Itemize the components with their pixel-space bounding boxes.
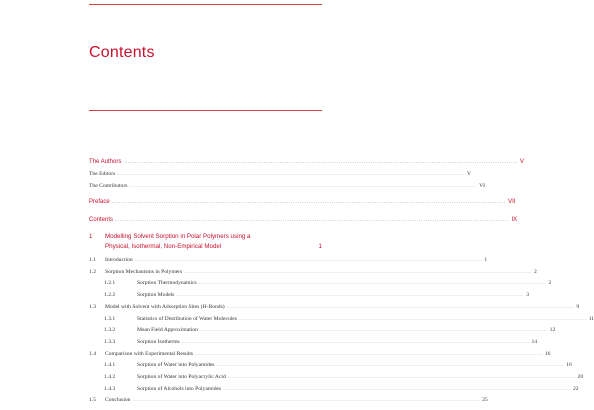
- toc-section-number: 1.3.3: [104, 338, 116, 345]
- toc-section-number: 1.3.1: [104, 315, 116, 322]
- toc-section-row[interactable]: [89, 373, 584, 382]
- toc-section-row[interactable]: [89, 279, 552, 288]
- toc-section-number: 1.3.2: [104, 327, 116, 334]
- toc-section-number: 1.5: [89, 397, 96, 404]
- toc-section-row[interactable]: [89, 350, 551, 359]
- toc-section-row[interactable]: [89, 315, 594, 324]
- toc-section-number: 1.4.1: [104, 362, 116, 369]
- toc-section-title: Introduction: [105, 257, 133, 263]
- toc-entry-page: V: [467, 171, 472, 177]
- toc-section-row[interactable]: [89, 361, 572, 370]
- toc-section-page: 3: [526, 292, 529, 299]
- toc-leader-dots: ..............................................................................................................................................................................: [134, 257, 483, 263]
- toc-section-title: Sorption Mechanisms in Polymers: [105, 268, 183, 275]
- toc-leader-dots: ..............................................................................................................................................................................: [226, 303, 575, 310]
- toc-section-number: 1.4: [89, 350, 96, 357]
- toc-section-page: 9: [576, 303, 580, 310]
- toc-entry-page: V: [519, 159, 524, 165]
- toc-front-matter-row[interactable]: [89, 182, 486, 191]
- toc-section-number: 1.2.2: [104, 292, 116, 299]
- toc-leader-dots: ..............................................................................................................................................................................: [238, 315, 587, 322]
- toc-leader-dots: ..............................................................................................................................................................................: [132, 397, 481, 404]
- toc-leader-dots: ..............................................................................................................................................................................: [184, 268, 532, 275]
- toc-leader-dots: ..............................................................................................................................................................................: [181, 338, 530, 345]
- toc-section-number: 1.4.3: [104, 385, 116, 392]
- toc-section-title: Sorption of Water into Polyacrylic Acid: [137, 374, 226, 380]
- toc-section-row[interactable]: [89, 268, 537, 277]
- toc-section-page: 25: [482, 397, 488, 404]
- toc-section-number: 1.2.1: [104, 280, 116, 287]
- toc-section-title: Sorption Isotherms: [137, 338, 180, 345]
- toc-front-matter-row[interactable]: [89, 198, 516, 207]
- chapter-page: 1: [318, 243, 322, 250]
- toc-section-page: 12: [549, 327, 556, 334]
- toc-section-title: Mean Field Approximation: [137, 327, 198, 334]
- toc-leader-dots: ..............................................................................................................................................................................: [111, 199, 507, 205]
- toc-section-title: Model with Solvent with Adsorption Sites (H-Bonds): [105, 303, 225, 310]
- toc-section-row[interactable]: [89, 256, 488, 265]
- toc-entry-title: The Contributors: [89, 183, 128, 189]
- toc-leader-dots: ..............................................................................................................................................................................: [117, 171, 465, 177]
- toc-section-row[interactable]: [89, 291, 529, 300]
- toc-leader-dots: ..............................................................................................................................................................................: [123, 159, 518, 165]
- toc-entry-title: The Authors: [89, 159, 122, 165]
- toc-section-row[interactable]: [89, 303, 580, 312]
- toc-section-row[interactable]: [89, 385, 579, 394]
- toc-section-page: 22: [572, 385, 579, 392]
- toc-section-page: 2: [548, 280, 552, 287]
- toc-front-matter-row[interactable]: [89, 158, 524, 167]
- toc-entry-title: The Editors: [89, 171, 116, 177]
- toc-section-row[interactable]: [89, 338, 538, 347]
- toc-leader-dots: ..............................................................................................................................................................................: [115, 217, 510, 223]
- toc-leader-dots: ..............................................................................................................................................................................: [176, 292, 525, 299]
- toc-section-page: 2: [533, 268, 537, 275]
- toc-entry-page: VI: [479, 183, 486, 189]
- toc-leader-dots: ..............................................................................................................................................................................: [227, 374, 576, 380]
- toc-section-title: Sorption of Alcohols into Polyamides: [137, 385, 222, 392]
- toc-entry-title: Preface: [89, 199, 110, 205]
- toc-section-page: 16: [544, 350, 551, 357]
- toc-section-page: 14: [531, 338, 538, 345]
- toc-section-number: 1.2: [89, 268, 96, 275]
- toc-leader-dots: ..............................................................................................................................................................................: [199, 327, 548, 334]
- toc-leader-dots: ..............................................................................................................................................................................: [195, 350, 543, 357]
- chapter-number: 1: [89, 233, 93, 240]
- toc-section-row[interactable]: [89, 326, 556, 335]
- toc-section-title: Sorption of Water into Polyamides: [137, 362, 215, 369]
- toc-leader-dots: ..............................................................................................................................................................................: [216, 362, 565, 369]
- chapter-title-line1: Modelling Solvent Sorption in Polar Polymers using a: [105, 233, 251, 240]
- toc-section-number: 1.3: [89, 303, 96, 310]
- toc-section-number: 1.4.2: [104, 374, 116, 380]
- toc-entry-page: VII: [508, 199, 516, 205]
- toc-section-page: 16: [566, 362, 572, 369]
- toc-section-title: Sorption Models: [137, 292, 175, 299]
- page-title: Contents: [89, 44, 155, 61]
- toc-entry-title: Contents: [89, 217, 114, 223]
- toc-front-matter-row[interactable]: [89, 170, 472, 179]
- chapter-title-line2: Physical, Isothermal, Non-Empirical Model: [105, 243, 222, 250]
- chapter-title: [105, 232, 285, 252]
- toc-leader-dots: ..............................................................................................................................................................................: [198, 280, 547, 287]
- toc-section-number: 1.1: [89, 257, 96, 263]
- toc-section-title: Sorption Thermodynamics: [137, 280, 197, 287]
- toc-section-page: 11: [588, 315, 594, 322]
- toc-section-title: Statistics of Distribution of Water Molecules: [137, 315, 237, 322]
- toc-leader-dots: ..............................................................................................................................................................................: [223, 385, 571, 392]
- toc-leader-dots: ..............................................................................................................................................................................: [129, 183, 478, 189]
- toc-section-page: 1: [484, 257, 488, 263]
- toc-section-title: Comparison with Experimental Results: [105, 350, 194, 357]
- toc-section-title: Conclusion: [105, 397, 131, 404]
- toc-front-matter-row[interactable]: [89, 216, 518, 225]
- toc-section-page: 20: [577, 374, 584, 380]
- toc-section-row[interactable]: [89, 396, 488, 405]
- toc-entry-page: IX: [511, 217, 518, 223]
